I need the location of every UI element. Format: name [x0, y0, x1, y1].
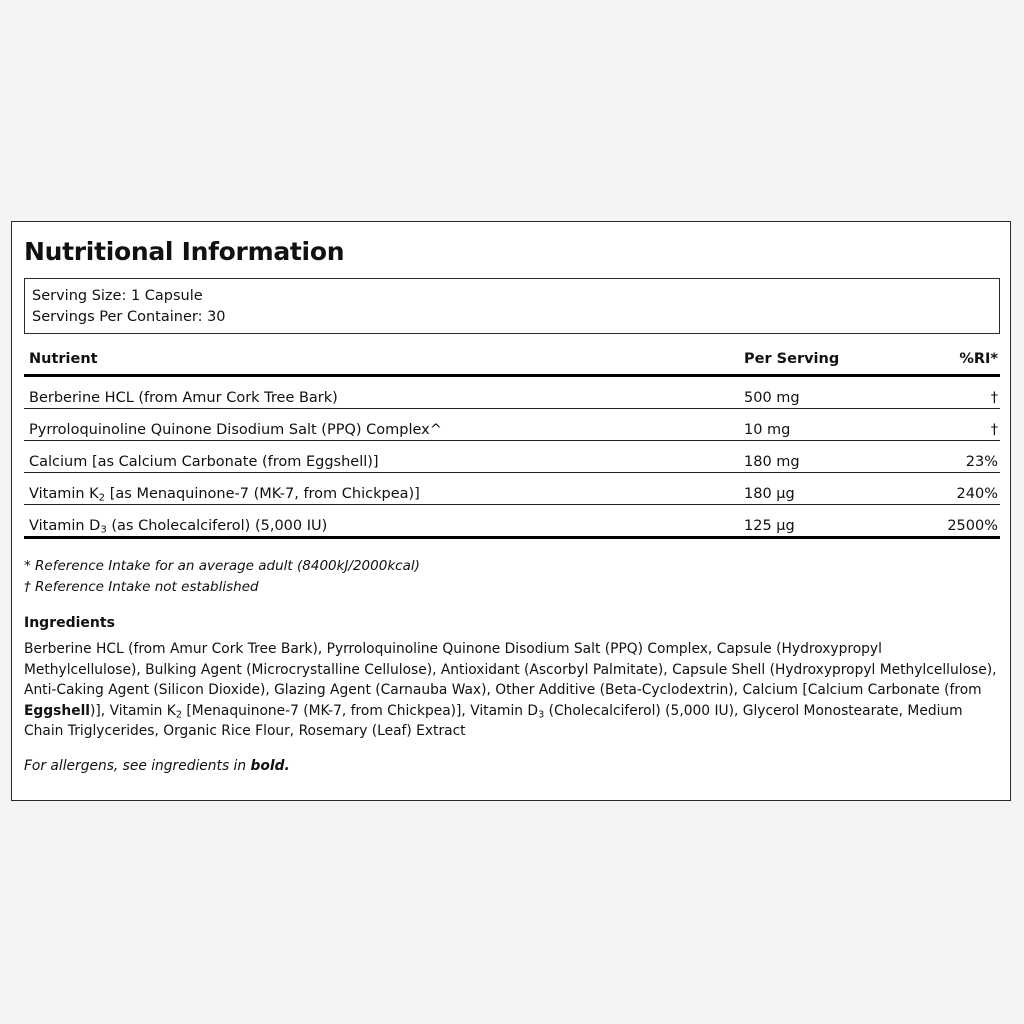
header-nutrient: Nutrient	[29, 351, 98, 367]
header-ri: %RI*	[959, 351, 998, 367]
nutrient-per-serving: 10 mg	[744, 422, 791, 438]
nutrient-per-serving: 180 µg	[744, 486, 795, 502]
ingredients-subscript: 3	[538, 708, 545, 720]
allergen-note-prefix: For allergens, see ingredients in	[24, 758, 251, 774]
nutrient-ri: 2500%	[947, 518, 998, 534]
allergen-note-bold: bold.	[250, 758, 290, 774]
ingredients-part: )], Vitamin K	[90, 702, 176, 719]
allergen-highlight: Eggshell	[24, 702, 91, 719]
nutrition-panel	[11, 221, 1011, 801]
table-row	[24, 409, 1000, 441]
servings-per-container: Servings Per Container: 30	[32, 309, 226, 325]
allergen-note	[24, 756, 290, 776]
nutrient-name	[29, 511, 327, 542]
nutrient-ri: 240%	[956, 486, 998, 502]
nutrient-table	[24, 344, 1000, 539]
nutrient-ri: 23%	[965, 454, 998, 470]
ingredients-part: Berberine HCL (from Amur Cork Tree Bark), Pyrroloquinoline Quinone Disodium Salt (PPQ) Complex, Capsule (Hydroxypropyl Methylcellulose), Bulking Agent (Microcrystalline Cellulose), Antioxidant (Ascorbyl Palmitate), Capsule Shell (Hydroxypropyl Methylcellulose), Anti-Caking Agent (Silicon Dioxide), Glazing Agent (Carnauba Wax), Other Additive (Beta-Cyclodextrin), Calcium [Calcium Carbonate (from	[24, 641, 997, 698]
table-row	[24, 505, 1000, 539]
ingredients-text	[24, 639, 1000, 742]
nutrient-per-serving: 180 mg	[744, 454, 800, 470]
nutrient-name: Pyrroloquinoline Quinone Disodium Salt (PPQ) Complex^	[29, 422, 442, 438]
header-per-serving: Per Serving	[744, 351, 840, 367]
nutrient-name-subscript: 3	[100, 524, 107, 536]
nutrient-name-prefix: Vitamin K	[29, 486, 99, 502]
nutrient-per-serving: 500 mg	[744, 390, 800, 406]
nutrient-name-subscript: 2	[98, 492, 106, 504]
nutrient-name: Berberine HCL (from Amur Cork Tree Bark)	[29, 390, 338, 406]
table-row	[24, 473, 1000, 505]
nutrient-name-suffix: [as Menaquinone-7 (MK-7, from Chickpea)]	[105, 486, 420, 502]
nutrient-ri: †	[990, 422, 998, 438]
table-row	[24, 441, 1000, 473]
table-row	[24, 377, 1000, 409]
nutrient-name: Calcium [as Calcium Carbonate (from Eggshell)]	[29, 454, 379, 470]
nutrient-ri: †	[990, 390, 998, 406]
serving-size: Serving Size: 1 Capsule	[32, 288, 203, 304]
table-header	[24, 344, 1000, 377]
nutrient-name-prefix: Vitamin D	[29, 518, 101, 534]
ingredients-part: (Cholecalciferol) (5,000 IU), Glycerol Monostearate, Medium Chain Triglycerides, Organic Rice Flour, Rosemary (Leaf) Extract	[24, 702, 963, 739]
page-title: Nutritional Information	[24, 237, 345, 266]
ingredients-subscript: 2	[175, 708, 183, 720]
ingredients-part: [Menaquinone-7 (MK-7, from Chickpea)], Vitamin D	[182, 702, 539, 719]
footnotes	[24, 556, 420, 597]
nutrient-name-suffix: (as Cholecalciferol) (5,000 IU)	[106, 518, 328, 534]
dagger-footnote: † Reference Intake not established	[24, 578, 259, 595]
ingredients-heading: Ingredients	[24, 615, 115, 631]
nutrient-per-serving: 125 µg	[744, 518, 795, 534]
serving-info-box	[24, 278, 1000, 334]
ri-footnote: * Reference Intake for an average adult (8400kJ/2000kcal)	[24, 558, 420, 574]
